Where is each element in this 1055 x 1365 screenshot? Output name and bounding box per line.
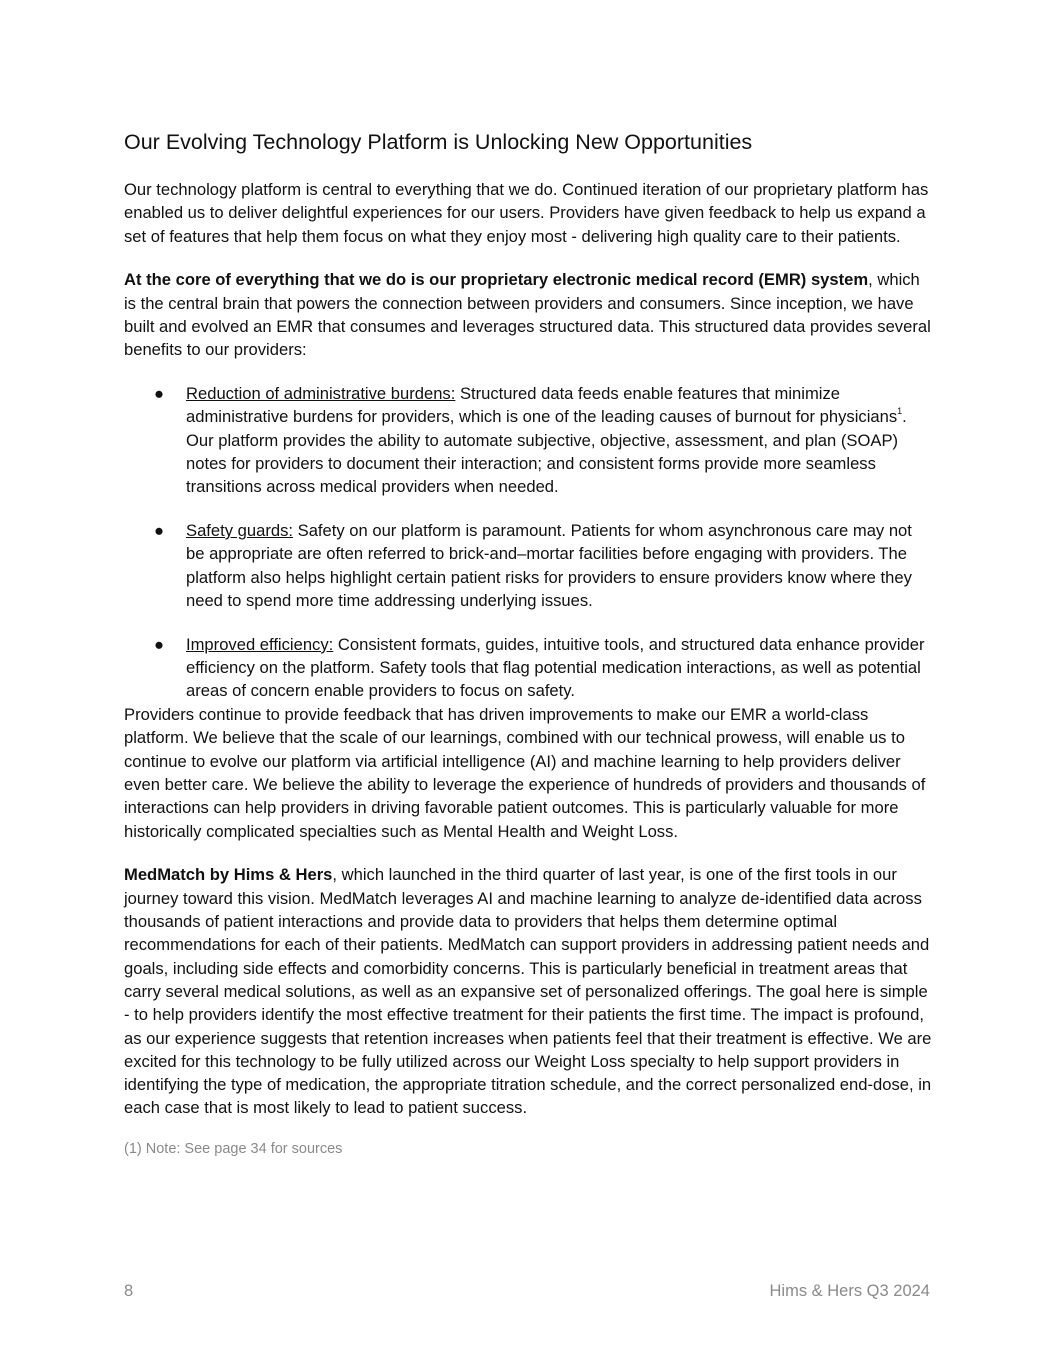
list-item-text: Safety on our platform is paramount. Patients for whom asynchronous care may not be appropriate are often referred to brick-and–mortar facilities before engaging with providers. The platform also helps highlight certain patient risks for providers to ensure providers know where they need to spend more time addressing underlying issues. bbox=[186, 521, 912, 610]
footnote: (1) Note: See page 34 for sources bbox=[124, 1141, 343, 1158]
list-item bbox=[124, 519, 934, 612]
emr-paragraph bbox=[124, 268, 934, 361]
feedback-paragraph: Providers continue to provide feedback that has driven improvements to make our EMR a world-class platform. We believe that the scale of our learnings, combined with our technical prowess, will enable us to continue to evolve our platform via artificial intelligence (AI) and machine learning to help providers deliver even better care. We believe the ability to leverage the experience of hundreds of providers and thousands of interactions can help providers in driving favorable patient outcomes. This is particularly valuable for more historically complicated specialties such as Mental Health and Weight Loss. bbox=[124, 705, 926, 841]
list-item-heading: Improved efficiency: bbox=[186, 634, 334, 654]
medmatch-paragraph bbox=[124, 863, 934, 1119]
medmatch-bold-lead: MedMatch by Hims & Hers bbox=[124, 865, 333, 885]
page-footer bbox=[124, 1282, 930, 1301]
document-page bbox=[124, 124, 934, 1182]
bullet-icon: ● bbox=[154, 521, 165, 541]
bullet-icon: ● bbox=[154, 634, 165, 654]
medmatch-text: , which launched in the third quarter of last year, is one of the first tools in our journey toward this vision. MedMatch leverages AI and machine learning to analyze de-identified data across thousands of patient interactions and provide data to providers that helps them determine optimal recommendations for each of their patients. MedMatch can support providers in addressing patient needs and goals, including side effects and comorbidity concerns. This is particularly beneficial in treatment areas that carry several medical solutions, as well as an expansive set of personalized offerings. The goal here is simple - to help providers identify the most effective treatment for their patients the first time. The impact is profound, as our experience suggests that retention increases when patients feel that their treatment is effective. We are excited for this technology to be fully utilized across our Weight Loss specialty to help support providers in identifying the type of medication, the appropriate titration schedule, and the correct personalized end-dose, in each case that is most likely to lead to patient success. bbox=[124, 865, 932, 1118]
emr-bold-lead: At the core of everything that we do is our proprietary electronic medical record (EMR) system bbox=[124, 270, 869, 290]
footer-label: Hims & Hers Q3 2024 bbox=[769, 1282, 930, 1300]
section-title: Our Evolving Technology Platform is Unlocking New Opportunities bbox=[124, 130, 753, 154]
list-item bbox=[124, 382, 934, 498]
list-item-text: Consistent formats, guides, intuitive tools, and structured data enhance provider efficiency on the platform. Safety tools that flag potential medication interactions, as well as potential areas of concern enable providers to focus on safety. bbox=[186, 634, 925, 701]
list-item-text: Structured data feeds enable features that minimize administrative burdens for providers, which is one of the leading causes of burnout for physicians bbox=[186, 384, 898, 427]
list-item bbox=[124, 633, 934, 703]
bullet-icon: ● bbox=[154, 384, 165, 404]
list-item-heading: Safety guards: bbox=[186, 521, 294, 541]
list-item-heading: Reduction of administrative burdens: bbox=[186, 384, 456, 404]
page-number: 8 bbox=[124, 1282, 134, 1300]
footnote-ref[interactable]: 1 bbox=[897, 406, 903, 417]
benefits-list bbox=[124, 382, 934, 703]
emr-text: , which is the central brain that powers the connection between providers and consumers. Since inception, we have built and evolved an EMR that consumes and leverages structured data. This structured data provides several benefits to our providers: bbox=[124, 270, 931, 360]
intro-paragraph: Our technology platform is central to everything that we do. Continued iteration of our proprietary platform has enabled us to deliver delightful experiences for our users. Providers have given feedback to help us expand a set of features that help them focus on what they enjoy most - delivering high quality care to their patients. bbox=[124, 180, 929, 246]
list-item-text: . Our platform provides the ability to automate subjective, objective, assessment, and plan (SOAP) notes for providers to document their interaction; and consistent forms provide more seamless transitions across medical providers when needed. bbox=[186, 407, 907, 497]
